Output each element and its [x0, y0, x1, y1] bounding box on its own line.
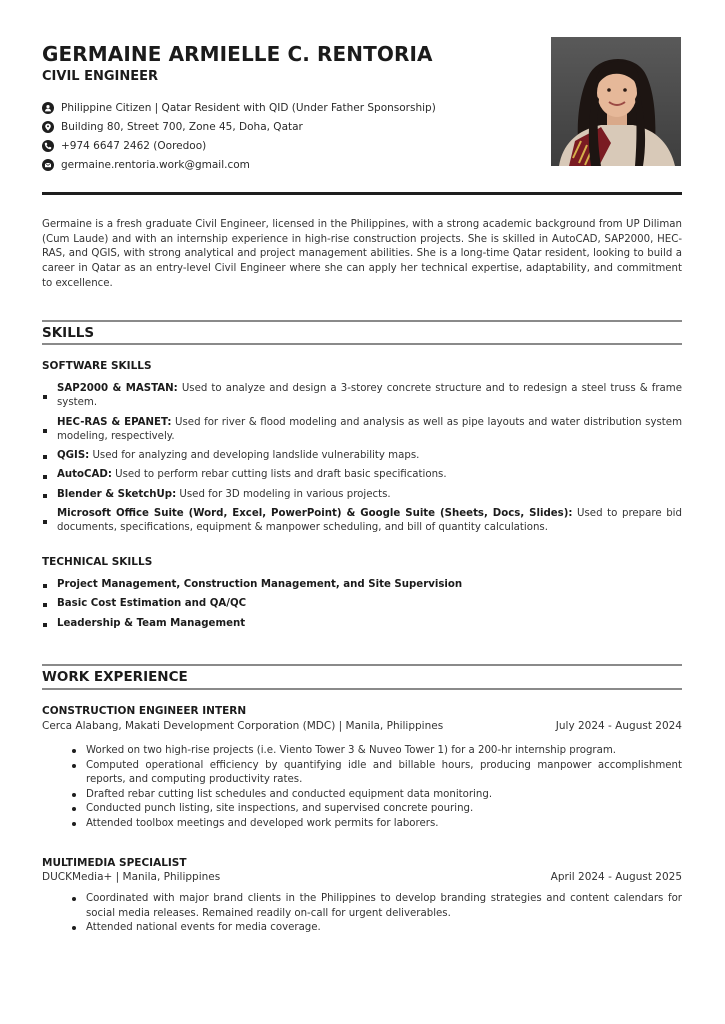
- job-duties-list: [72, 892, 682, 936]
- contact-address: [42, 117, 436, 136]
- contact-phone: [42, 136, 436, 155]
- candidate-name: GERMAINE ARMIELLE C. RENTORIA: [42, 42, 433, 66]
- list-item: Project Management, Construction Management, and Site Supervision: [42, 578, 682, 592]
- contact-list: [42, 98, 436, 174]
- list-item: Computed operational efficiency by quantifying idle and billable hours, producing manpower accomplishment reports, and computing productivity rates.: [72, 759, 682, 788]
- job-dates: April 2024 - August 2025: [550, 871, 682, 883]
- list-item: Coordinated with major brand clients in the Philippines to develop branding strategies and content calendars for social media releases. Remained readily on-call for urgent deliverables.: [72, 892, 682, 921]
- job-duties-list: [72, 744, 682, 831]
- list-item: HEC-RAS & EPANET: Used for river & flood modeling and analysis as well as pipe layouts and water distribution system modeling, respectively.: [42, 416, 682, 445]
- list-item: Drafted rebar cutting list schedules and conducted equipment data monitoring.: [72, 788, 682, 803]
- list-item: QGIS: Used for analyzing and developing landslide vulnerability maps.: [42, 449, 682, 463]
- list-item: Conducted punch listing, site inspections, and supervised concrete pouring.: [72, 802, 682, 817]
- bullet-square-icon: [43, 475, 47, 479]
- job-dates: July 2024 - August 2024: [555, 720, 682, 732]
- contact-address-text: Building 80, Street 700, Zone 45, Doha, Qatar: [61, 120, 303, 133]
- professional-summary: Germaine is a fresh graduate Civil Engineer, licensed in the Philippines, with a strong academic background from UP Diliman (Cum Laude) and with an internship experience in high-rise construction projects. She is skilled in AutoCAD, SAP2000, HEC-RAS, and QGIS, with strong analytical and project management abilities. She is a long-time Qatar resident, looking to build a career in Qatar as an entry-level Civil Engineer where she can apply her technical expertise, adaptability, and commitment to excellence.: [42, 219, 682, 289]
- job-title: CONSTRUCTION ENGINEER INTERN: [42, 705, 247, 717]
- list-item: SAP2000 & MASTAN: Used to analyze and design a 3-storey concrete structure and to redesign a steel truss & frame system.: [42, 382, 682, 411]
- header-divider: [42, 192, 682, 195]
- experience-heading: WORK EXPERIENCE: [42, 669, 188, 685]
- list-item: Leadership & Team Management: [42, 617, 682, 631]
- bullet-dot-icon: [72, 807, 76, 811]
- bullet-dot-icon: [72, 749, 76, 753]
- bullet-dot-icon: [72, 897, 76, 901]
- bullet-square-icon: [43, 603, 47, 607]
- resume-page: [42, 0, 682, 1024]
- experience-rule-bottom: [42, 688, 682, 690]
- list-item: Microsoft Office Suite (Word, Excel, PowerPoint) & Google Suite (Sheets, Docs, Slides): Used to prepare bid documents, specifications, equipment & manpower scheduling, and bill of quantity calculations.: [42, 507, 682, 536]
- job-organization: DUCKMedia+ | Manila, Philippines: [42, 871, 221, 883]
- person-icon: [42, 102, 54, 114]
- job-title: MULTIMEDIA SPECIALIST: [42, 857, 187, 869]
- list-item: Attended toolbox meetings and developed work permits for laborers.: [72, 817, 682, 832]
- contact-citizenship-text: Philippine Citizen | Qatar Resident with QID (Under Father Sponsorship): [61, 101, 436, 114]
- list-item: Attended national events for media coverage.: [72, 921, 682, 936]
- bullet-square-icon: [43, 455, 47, 459]
- technical-skills-heading: TECHNICAL SKILLS: [42, 556, 153, 568]
- bullet-dot-icon: [72, 793, 76, 797]
- list-item: Blender & SketchUp: Used for 3D modeling in various projects.: [42, 488, 682, 502]
- contact-email[interactable]: [42, 155, 436, 174]
- location-pin-icon: [42, 121, 54, 133]
- bullet-dot-icon: [72, 822, 76, 826]
- bullet-dot-icon: [72, 926, 76, 930]
- contact-email-text: germaine.rentoria.work@gmail.com: [61, 158, 250, 171]
- skills-rule-bottom: [42, 343, 682, 345]
- bullet-square-icon: [43, 623, 47, 627]
- list-item: Worked on two high-rise projects (i.e. Viento Tower 3 & Nuveo Tower 1) for a 200-hr internship program.: [72, 744, 682, 759]
- bullet-square-icon: [43, 429, 47, 433]
- skills-rule-top: [42, 320, 682, 322]
- skills-heading: SKILLS: [42, 325, 95, 341]
- phone-icon: [42, 140, 54, 152]
- bullet-square-icon: [43, 494, 47, 498]
- email-icon: [42, 159, 54, 171]
- list-item: Basic Cost Estimation and QA/QC: [42, 597, 682, 611]
- list-item: AutoCAD: Used to perform rebar cutting lists and draft basic specifications.: [42, 468, 682, 482]
- experience-rule-top: [42, 664, 682, 666]
- bullet-dot-icon: [72, 764, 76, 768]
- candidate-title: CIVIL ENGINEER: [42, 69, 159, 84]
- software-skills-list: [42, 382, 682, 536]
- bullet-square-icon: [43, 520, 47, 524]
- bullet-square-icon: [43, 395, 47, 399]
- contact-phone-text: +974 6647 2462 (Ooredoo): [61, 139, 207, 152]
- profile-photo: [551, 37, 681, 166]
- software-skills-heading: SOFTWARE SKILLS: [42, 360, 152, 372]
- technical-skills-list: [42, 578, 682, 631]
- contact-citizenship: [42, 98, 436, 117]
- job-organization: Cerca Alabang, Makati Development Corporation (MDC) | Manila, Philippines: [42, 720, 444, 732]
- bullet-square-icon: [43, 584, 47, 588]
